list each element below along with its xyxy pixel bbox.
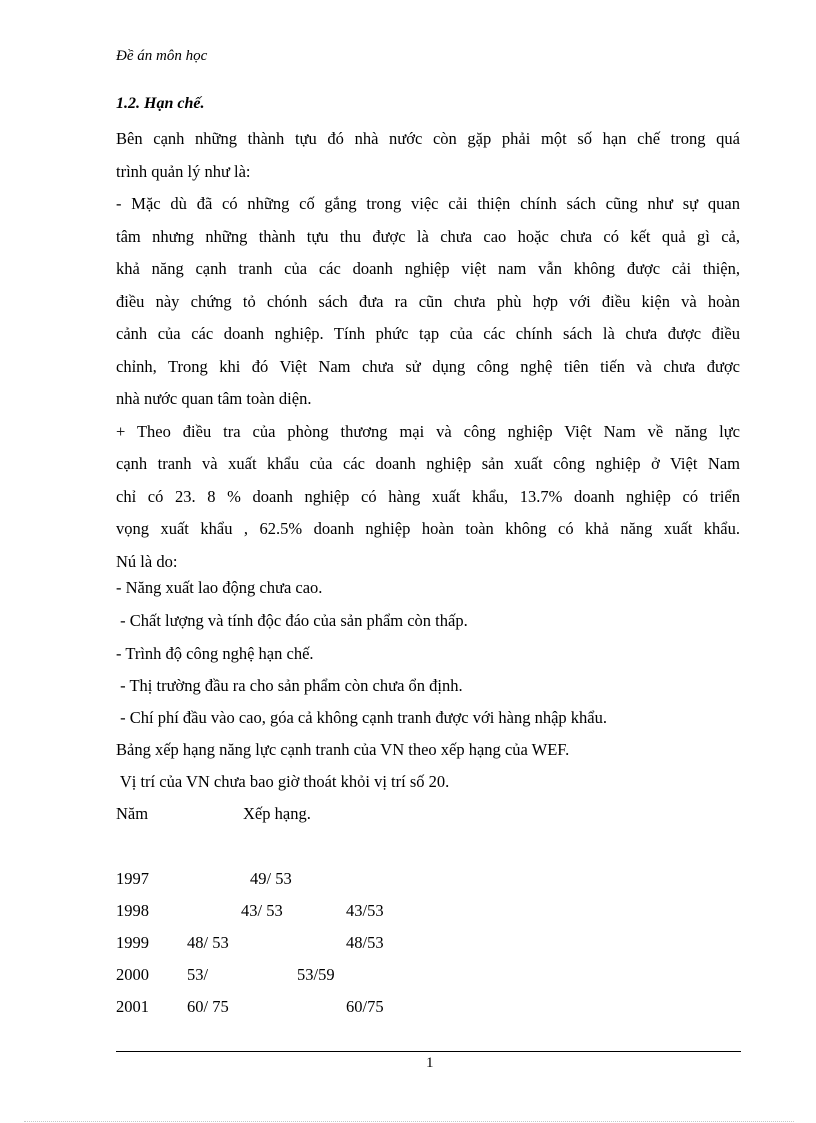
text-line: khả năng cạnh tranh của các doanh nghiệp việt nam vẫn không được cải thiện, bbox=[116, 259, 740, 278]
bullet-item: - Chất lượng và tính độc đáo của sản phẩm còn thấp. bbox=[116, 611, 468, 630]
rank-cell: 53/59 bbox=[297, 965, 335, 984]
column-header-rank: Xếp hạng. bbox=[243, 804, 311, 823]
text-line: cảnh của các doanh nghiệp. Tính phức tạp của các chính sách là chưa được điều bbox=[116, 324, 740, 343]
text-line: nhà nước quan tâm toàn diện. bbox=[116, 389, 312, 408]
rank-cell: 43/53 bbox=[346, 901, 384, 920]
rank-cell: 60/ 75 bbox=[187, 997, 229, 1016]
text-line: điều này chứng tỏ chónh sách đưa ra cũn chưa phù hợp với điều kiện và hoàn bbox=[116, 291, 740, 311]
text-line: vọng xuất khẩu , 62.5% doanh nghiệp hoàn toàn không có khả năng xuất khẩu. bbox=[116, 519, 740, 538]
rank-cell: 60/75 bbox=[346, 997, 384, 1016]
text-line: chỉnh, Trong khi đó Việt Nam chưa sử dụng công nghệ tiên tiến và chưa được bbox=[116, 356, 740, 376]
text-line: chỉ có 23. 8 % doanh nghiệp có hàng xuất khẩu, 13.7% doanh nghiệp có triển bbox=[116, 486, 740, 506]
bullet-item: - Chí phí đầu vào cao, góa cả không cạnh tranh được với hàng nhập khẩu. bbox=[116, 708, 608, 727]
year-cell: 1999 bbox=[116, 933, 149, 952]
page-number: 1 bbox=[426, 1055, 434, 1071]
year-cell: 2001 bbox=[116, 997, 149, 1016]
text-line: Nú là do: bbox=[116, 551, 178, 571]
bullet-item: - Trình độ công nghệ hạn chế. bbox=[116, 644, 314, 663]
rank-cell: 48/ 53 bbox=[187, 933, 229, 952]
footer-rule bbox=[116, 1051, 741, 1052]
text-line: Bên cạnh những thành tựu đó nhà nước còn gặp phải một số hạn chế trong quá bbox=[116, 129, 740, 148]
text-line: + Theo điều tra của phòng thương mại và công nghiệp Việt Nam về năng lực bbox=[116, 421, 740, 441]
bullet-item: - Thị trường đầu ra cho sản phẩm còn chưa ổn định. bbox=[116, 676, 463, 695]
text-line: - Mặc dù đã có những cố gắng trong việc cải thiện chính sách cũng như sự quan bbox=[116, 194, 740, 213]
section-heading: 1.2. Hạn chế. bbox=[116, 95, 205, 112]
page-edge-divider bbox=[24, 1121, 794, 1122]
ranking-note: Vị trí của VN chưa bao giờ thoát khỏi vị trí số 20. bbox=[116, 772, 450, 791]
rank-cell: 48/53 bbox=[346, 933, 384, 952]
bullet-item: - Năng xuất lao động chưa cao. bbox=[116, 578, 323, 597]
rank-cell: 49/ 53 bbox=[250, 869, 292, 888]
year-cell: 1998 bbox=[116, 901, 149, 920]
page-header: Đề án môn học bbox=[116, 48, 208, 64]
text-line: trình quản lý như là: bbox=[116, 161, 251, 181]
year-cell: 1997 bbox=[116, 869, 149, 888]
ranking-caption: Bảng xếp hạng năng lực cạnh tranh của VN theo xếp hạng của WEF. bbox=[116, 740, 570, 759]
text-line: tâm nhưng những thành tựu thu được là chưa cao hoặc chưa có kết quả gì cả, bbox=[116, 226, 740, 246]
year-cell: 2000 bbox=[116, 965, 149, 984]
rank-cell: 43/ 53 bbox=[241, 901, 283, 920]
body-text bbox=[116, 123, 740, 578]
column-header-year: Năm bbox=[116, 804, 149, 823]
text-line: cạnh tranh và xuất khẩu của các doanh nghiệp sản xuất công nghiệp ở Việt Nam bbox=[116, 454, 740, 473]
rank-cell: 53/ bbox=[187, 965, 209, 984]
